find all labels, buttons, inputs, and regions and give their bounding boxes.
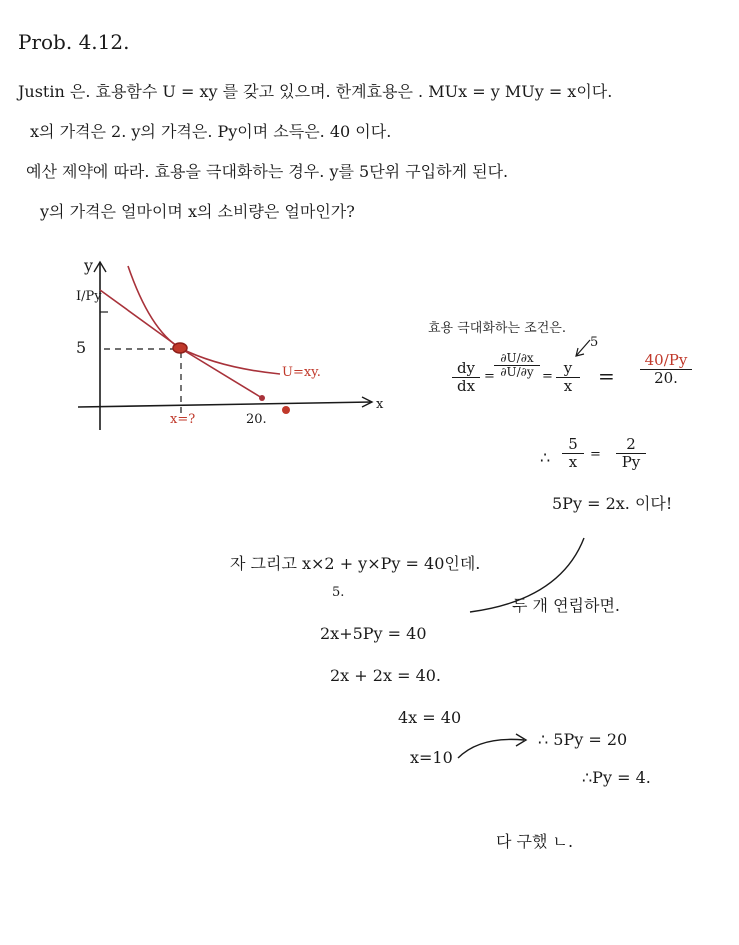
x-intercept-mark [259,395,265,401]
condition-heading: 효용 극대화하는 조건은. [428,321,566,336]
optimum-point [173,343,187,353]
equation-4: x=10 [410,748,453,767]
answer-arrow [458,739,524,758]
eq-sign-3: = [598,364,615,388]
slope-fraction [452,360,480,394]
eq-sign-2: = [542,369,553,384]
price-num: 40/Py [640,352,692,370]
red-mark [282,406,290,414]
mu-fraction [494,352,540,379]
problem-line-2: x의 가격은 2. y의 가격은. Py이며 소득은. 40 이다. [30,122,392,141]
five-over-x-den: x [568,452,578,471]
slope-den: dx [456,376,476,395]
problem-line-3: 예산 제약에 따라. 효용을 극대화하는 경우. y를 5단위 구입하게 된다. [26,162,509,181]
two-over-py-den: Py [621,452,641,471]
y-axis-label: y [84,256,94,275]
closing-remark: 다 구했 ㄴ. [496,832,574,851]
five-over-x-num: 5 [562,436,584,454]
therefore-symbol: ∴ [540,448,551,467]
y-annotation: 5 [590,335,599,350]
indifference-curve [128,266,280,374]
curve-label: U=xy. [282,365,321,380]
eq-sign-4: = [590,447,601,462]
yx-num: y [556,360,580,378]
slope-num: dy [452,360,480,378]
equation-2: 2x + 2x = 40. [330,666,442,685]
equation-1: 2x+5Py = 40 [320,624,427,643]
x-tick-label: x=? [170,412,196,427]
budget-intro: 자 그리고 x×2 + y×Py = 40인데. [230,554,481,573]
price-fraction [640,352,692,386]
yx-den: x [563,376,573,395]
two-over-py [616,436,646,470]
result-relation: 5Py = 2x. 이다! [552,494,673,513]
answer-equation-1: ∴ 5Py = 20 [538,730,628,749]
two-over-py-num: 2 [616,436,646,454]
eq-sign-1: = [484,369,495,384]
yx-fraction [556,360,580,394]
y-tick-label: 5 [76,338,87,357]
five-over-x [562,436,584,470]
x-axis [78,402,372,407]
equation-3: 4x = 40 [398,708,462,727]
x-axis-label: x [376,397,384,412]
mu-den: ∂U/∂y [500,365,534,380]
combine-note: 두 개 연립하면. [512,596,620,615]
substitute-note: 5. [332,585,345,600]
x-intercept-label: 20. [246,412,267,427]
price-den: 20. [654,368,678,387]
problem-line-1: Justin 은. 효용함수 U = xy 를 갖고 있으며. 한계효용은 . MUx = y MUy = x이다. [18,82,613,101]
annot-arrow [576,340,590,356]
answer-equation-2: ∴Py = 4. [582,768,651,787]
problem-number: Prob. 4.12. [18,30,130,54]
y-intercept-label: I/Py [76,289,102,304]
problem-line-4: y의 가격은 얼마이며 x의 소비량은 얼마인가? [40,202,355,221]
mu-num: ∂U/∂x [494,352,540,366]
